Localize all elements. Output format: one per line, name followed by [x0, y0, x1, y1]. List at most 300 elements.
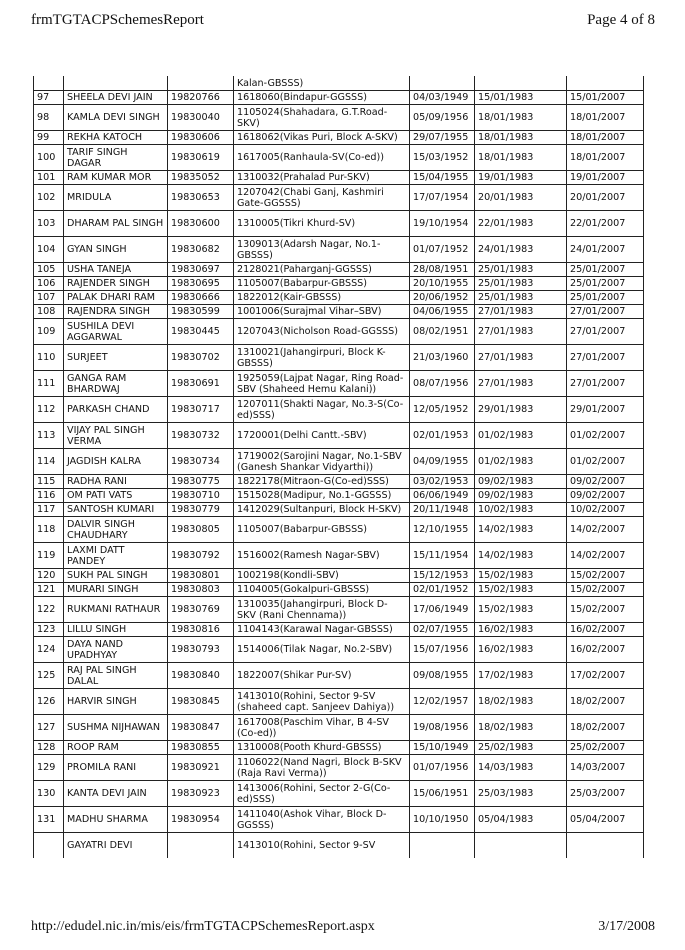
- cell-school: 1207011(Shakti Nagar, No.3-S(Co-ed)SSS): [234, 397, 410, 423]
- cell-acp-date: 05/04/2007: [567, 807, 644, 833]
- cell-acp-date: 14/03/2007: [567, 755, 644, 781]
- cell-acp-date: 27/01/2007: [567, 305, 644, 319]
- cell-acp-date: 17/02/2007: [567, 663, 644, 689]
- table-row: [34, 475, 644, 489]
- cell-name: HARVIR SINGH: [64, 689, 168, 715]
- cell-employee-id: 19830695: [168, 277, 234, 291]
- table-row: [34, 319, 644, 345]
- cell-doj: 27/01/1983: [475, 305, 567, 319]
- cell-school: 1618062(Vikas Puri, Block A-SKV): [234, 131, 410, 145]
- table-row: [34, 105, 644, 131]
- cell-employee-id: 19830691: [168, 371, 234, 397]
- cell-dob: 15/07/1956: [410, 637, 475, 663]
- cell-acp-date: 15/01/2007: [567, 91, 644, 105]
- cell-name: KAMLA DEVI SINGH: [64, 105, 168, 131]
- cell-acp-date: 27/01/2007: [567, 345, 644, 371]
- cell-school: 1822178(Mitraon-G(Co-ed)SSS): [234, 475, 410, 489]
- cell-school: 1720001(Delhi Cantt.-SBV): [234, 423, 410, 449]
- cell-name: DALVIR SINGH CHAUDHARY: [64, 517, 168, 543]
- cell-doj: 18/01/1983: [475, 145, 567, 171]
- table-row: [34, 345, 644, 371]
- cell-name: SUSHMA NIJHAWAN: [64, 715, 168, 741]
- cell-school: 1617008(Paschim Vihar, B 4-SV (Co-ed)): [234, 715, 410, 741]
- cell-name: PROMILA RANI: [64, 755, 168, 781]
- cell-doj: 29/01/1983: [475, 397, 567, 423]
- cell-sn: 118: [34, 517, 64, 543]
- cell-doj: 20/01/1983: [475, 185, 567, 211]
- report-title: frmTGTACPSchemesReport: [31, 12, 204, 28]
- cell-sn: 121: [34, 583, 64, 597]
- cell-employee-id: 19830816: [168, 623, 234, 637]
- cell-acp-date: 16/02/2007: [567, 623, 644, 637]
- table-row: [34, 781, 644, 807]
- cell-acp-date: 18/01/2007: [567, 131, 644, 145]
- cell-doj: 16/02/1983: [475, 637, 567, 663]
- table-row: [34, 583, 644, 597]
- cell-name: RADHA RANI: [64, 475, 168, 489]
- cell-dob: 12/05/1952: [410, 397, 475, 423]
- cell-doj: 10/02/1983: [475, 503, 567, 517]
- cell-school: 1411040(Ashok Vihar, Block D-GGSSS): [234, 807, 410, 833]
- cell-dob: [410, 833, 475, 859]
- cell-doj: 24/01/1983: [475, 237, 567, 263]
- cell-school: 1207042(Chabi Ganj, Kashmiri Gate-GGSSS): [234, 185, 410, 211]
- cell-dob: 03/02/1953: [410, 475, 475, 489]
- cell-name: GANGA RAM BHARDWAJ: [64, 371, 168, 397]
- cell-acp-date: 27/01/2007: [567, 319, 644, 345]
- cell-acp-date: 22/01/2007: [567, 211, 644, 237]
- table-row-continued: [34, 76, 644, 91]
- cell-doj: 16/02/1983: [475, 623, 567, 637]
- cell-dob: 01/07/1952: [410, 237, 475, 263]
- cell-sn: 99: [34, 131, 64, 145]
- cell-acp-date: 29/01/2007: [567, 397, 644, 423]
- table-row: [34, 597, 644, 623]
- cell-acp-date: 19/01/2007: [567, 171, 644, 185]
- cell-employee-id: 19830606: [168, 131, 234, 145]
- cell-name: RAM KUMAR MOR: [64, 171, 168, 185]
- cell-school: 1105024(Shahadara, G.T.Road-SKV): [234, 105, 410, 131]
- cell-employee-id: 19830734: [168, 449, 234, 475]
- cell-employee-id: [168, 76, 234, 91]
- cell-sn: 105: [34, 263, 64, 277]
- cell-sn: 104: [34, 237, 64, 263]
- cell-school: 1719002(Sarojini Nagar, No.1-SBV (Ganesh Shankar Vidyarthi)): [234, 449, 410, 475]
- cell-school: 1515028(Madipur, No.1-GGSSS): [234, 489, 410, 503]
- cell-employee-id: 19830040: [168, 105, 234, 131]
- table-row: [34, 237, 644, 263]
- cell-name: PALAK DHARI RAM: [64, 291, 168, 305]
- cell-dob: 17/07/1954: [410, 185, 475, 211]
- table-row: [34, 517, 644, 543]
- cell-dob: 04/06/1955: [410, 305, 475, 319]
- cell-doj: 17/02/1983: [475, 663, 567, 689]
- cell-sn: 107: [34, 291, 64, 305]
- cell-employee-id: 19830702: [168, 345, 234, 371]
- cell-name: JAGDISH KALRA: [64, 449, 168, 475]
- table-row: [34, 263, 644, 277]
- cell-acp-date: 18/01/2007: [567, 145, 644, 171]
- page-url: http://edudel.nic.in/mis/eis/frmTGTACPSchemesReport.aspx: [31, 919, 375, 934]
- cell-sn: 100: [34, 145, 64, 171]
- cell-name: SANTOSH KUMARI: [64, 503, 168, 517]
- table-row: [34, 277, 644, 291]
- cell-employee-id: 19830855: [168, 741, 234, 755]
- cell-doj: 14/02/1983: [475, 543, 567, 569]
- cell-dob: 20/10/1955: [410, 277, 475, 291]
- cell-name: ROOP RAM: [64, 741, 168, 755]
- cell-dob: 04/09/1955: [410, 449, 475, 475]
- cell-employee-id: 19830847: [168, 715, 234, 741]
- cell-doj: 18/01/1983: [475, 105, 567, 131]
- cell-dob: 02/01/1952: [410, 583, 475, 597]
- cell-acp-date: 01/02/2007: [567, 449, 644, 475]
- cell-dob: 29/07/1955: [410, 131, 475, 145]
- cell-doj: 25/01/1983: [475, 291, 567, 305]
- cell-employee-id: 19830793: [168, 637, 234, 663]
- cell-name: [64, 76, 168, 91]
- cell-dob: 19/10/1954: [410, 211, 475, 237]
- cell-sn: 127: [34, 715, 64, 741]
- cell-name: RAJENDRA SINGH: [64, 305, 168, 319]
- cell-sn: 125: [34, 663, 64, 689]
- cell-employee-id: 19830801: [168, 569, 234, 583]
- cell-employee-id: 19830792: [168, 543, 234, 569]
- cell-school: 1412029(Sultanpuri, Block H-SKV): [234, 503, 410, 517]
- cell-school: 1925059(Lajpat Nagar, Ring Road-SBV (Shaheed Hemu Kalani)): [234, 371, 410, 397]
- cell-employee-id: 19830840: [168, 663, 234, 689]
- cell-name: VIJAY PAL SINGH VERMA: [64, 423, 168, 449]
- table-row: [34, 689, 644, 715]
- cell-dob: 15/10/1949: [410, 741, 475, 755]
- cell-doj: 25/03/1983: [475, 781, 567, 807]
- cell-sn: 126: [34, 689, 64, 715]
- cell-name: DHARAM PAL SINGH: [64, 211, 168, 237]
- table-row: [34, 807, 644, 833]
- cell-school: 1617005(Ranhaula-SV(Co-ed)): [234, 145, 410, 171]
- cell-dob: 12/02/1957: [410, 689, 475, 715]
- cell-acp-date: 18/01/2007: [567, 105, 644, 131]
- table-row: [34, 131, 644, 145]
- cell-name: LILLU SINGH: [64, 623, 168, 637]
- cell-school: 1309013(Adarsh Nagar, No.1-GBSSS): [234, 237, 410, 263]
- cell-name: OM PATI VATS: [64, 489, 168, 503]
- table-row: [34, 145, 644, 171]
- table-row: [34, 715, 644, 741]
- cell-employee-id: 19830954: [168, 807, 234, 833]
- cell-doj: 27/01/1983: [475, 319, 567, 345]
- cell-sn: 120: [34, 569, 64, 583]
- cell-dob: 02/01/1953: [410, 423, 475, 449]
- table-row: [34, 185, 644, 211]
- cell-doj: 25/02/1983: [475, 741, 567, 755]
- cell-name: RUKMANI RATHAUR: [64, 597, 168, 623]
- cell-dob: 08/02/1951: [410, 319, 475, 345]
- cell-school: 1310032(Prahalad Pur-SKV): [234, 171, 410, 185]
- cell-name: DAYA NAND UPADHYAY: [64, 637, 168, 663]
- cell-dob: 12/10/1955: [410, 517, 475, 543]
- cell-sn: 123: [34, 623, 64, 637]
- cell-sn: 114: [34, 449, 64, 475]
- cell-doj: 18/02/1983: [475, 715, 567, 741]
- cell-acp-date: 25/01/2007: [567, 291, 644, 305]
- table-row: [34, 305, 644, 319]
- cell-school: 1104143(Karawal Nagar-GBSSS): [234, 623, 410, 637]
- cell-name: KANTA DEVI JAIN: [64, 781, 168, 807]
- cell-school: 1516002(Ramesh Nagar-SBV): [234, 543, 410, 569]
- cell-sn: 116: [34, 489, 64, 503]
- cell-name: PARKASH CHAND: [64, 397, 168, 423]
- cell-school: 1207043(Nicholson Road-GGSSS): [234, 319, 410, 345]
- cell-employee-id: 19830732: [168, 423, 234, 449]
- cell-sn: 97: [34, 91, 64, 105]
- cell-acp-date: 25/01/2007: [567, 263, 644, 277]
- cell-employee-id: [168, 833, 234, 859]
- table-row: [34, 623, 644, 637]
- cell-sn: [34, 833, 64, 859]
- cell-employee-id: 19830805: [168, 517, 234, 543]
- cell-school: 1413006(Rohini, Sector 2-G(Co-ed)SSS): [234, 781, 410, 807]
- cell-name: SHEELA DEVI JAIN: [64, 91, 168, 105]
- cell-name: TARIF SINGH DAGAR: [64, 145, 168, 171]
- cell-school: 1104005(Gokalpuri-GBSSS): [234, 583, 410, 597]
- cell-employee-id: 19830845: [168, 689, 234, 715]
- cell-acp-date: 15/02/2007: [567, 597, 644, 623]
- cell-name: GAYATRI DEVI: [64, 833, 168, 859]
- cell-dob: 01/07/1956: [410, 755, 475, 781]
- cell-sn: [34, 76, 64, 91]
- cell-acp-date: 20/01/2007: [567, 185, 644, 211]
- cell-doj: 15/02/1983: [475, 597, 567, 623]
- cell-doj: 01/02/1983: [475, 449, 567, 475]
- cell-school: 1002198(Kondli-SBV): [234, 569, 410, 583]
- cell-sn: 103: [34, 211, 64, 237]
- cell-employee-id: 19830779: [168, 503, 234, 517]
- cell-school: 1822012(Kair-GBSSS): [234, 291, 410, 305]
- cell-acp-date: 15/02/2007: [567, 583, 644, 597]
- table-row: [34, 637, 644, 663]
- cell-sn: 112: [34, 397, 64, 423]
- cell-sn: 101: [34, 171, 64, 185]
- cell-employee-id: 19830619: [168, 145, 234, 171]
- cell-acp-date: 18/02/2007: [567, 715, 644, 741]
- cell-sn: 128: [34, 741, 64, 755]
- cell-name: MADHU SHARMA: [64, 807, 168, 833]
- cell-employee-id: 19830775: [168, 475, 234, 489]
- cell-dob: 15/11/1954: [410, 543, 475, 569]
- cell-name: RAJ PAL SINGH DALAL: [64, 663, 168, 689]
- cell-doj: 14/02/1983: [475, 517, 567, 543]
- table-row: [34, 489, 644, 503]
- cell-doj: 15/02/1983: [475, 583, 567, 597]
- table-row: [34, 449, 644, 475]
- cell-acp-date: 09/02/2007: [567, 475, 644, 489]
- cell-dob: 20/06/1952: [410, 291, 475, 305]
- cell-name: LAXMI DATT PANDEY: [64, 543, 168, 569]
- cell-sn: 122: [34, 597, 64, 623]
- cell-name: REKHA KATOCH: [64, 131, 168, 145]
- cell-dob: 02/07/1955: [410, 623, 475, 637]
- cell-sn: 113: [34, 423, 64, 449]
- cell-employee-id: 19830921: [168, 755, 234, 781]
- acp-scheme-table: [33, 76, 644, 858]
- cell-acp-date: 09/02/2007: [567, 489, 644, 503]
- cell-employee-id: 19830445: [168, 319, 234, 345]
- cell-employee-id: 19830682: [168, 237, 234, 263]
- cell-sn: 106: [34, 277, 64, 291]
- cell-acp-date: 10/02/2007: [567, 503, 644, 517]
- cell-name: USHA TANEJA: [64, 263, 168, 277]
- cell-doj: 15/01/1983: [475, 91, 567, 105]
- cell-dob: 20/11/1948: [410, 503, 475, 517]
- cell-doj: 22/01/1983: [475, 211, 567, 237]
- cell-sn: 115: [34, 475, 64, 489]
- cell-doj: 27/01/1983: [475, 371, 567, 397]
- cell-sn: 131: [34, 807, 64, 833]
- cell-doj: 09/02/1983: [475, 475, 567, 489]
- cell-dob: 05/09/1956: [410, 105, 475, 131]
- cell-school: 1310021(Jahangirpuri, Block K-GBSSS): [234, 345, 410, 371]
- cell-doj: [475, 833, 567, 859]
- cell-employee-id: 19830599: [168, 305, 234, 319]
- cell-acp-date: 27/01/2007: [567, 371, 644, 397]
- cell-doj: 05/04/1983: [475, 807, 567, 833]
- cell-doj: 01/02/1983: [475, 423, 567, 449]
- page-number: Page 4 of 8: [587, 12, 655, 28]
- cell-acp-date: 14/02/2007: [567, 543, 644, 569]
- cell-doj: [475, 76, 567, 91]
- cell-doj: 27/01/1983: [475, 345, 567, 371]
- cell-school: 1001006(Surajmal Vihar–SBV): [234, 305, 410, 319]
- cell-dob: 04/03/1949: [410, 91, 475, 105]
- cell-dob: 17/06/1949: [410, 597, 475, 623]
- cell-acp-date: [567, 76, 644, 91]
- table-row: [34, 91, 644, 105]
- cell-acp-date: 16/02/2007: [567, 637, 644, 663]
- cell-dob: 19/08/1956: [410, 715, 475, 741]
- table-row: [34, 291, 644, 305]
- cell-name: GYAN SINGH: [64, 237, 168, 263]
- cell-doj: 25/01/1983: [475, 263, 567, 277]
- cell-sn: 102: [34, 185, 64, 211]
- cell-school: 1618060(Bindapur-GGSSS): [234, 91, 410, 105]
- table-row: [34, 171, 644, 185]
- cell-name: SUKH PAL SINGH: [64, 569, 168, 583]
- cell-school: 1105007(Babarpur-GBSSS): [234, 277, 410, 291]
- table-row: [34, 741, 644, 755]
- cell-school: 1413010(Rohini, Sector 9-SV (shaheed capt. Sanjeev Dahiya)): [234, 689, 410, 715]
- cell-school: 1310005(Tikri Khurd-SV): [234, 211, 410, 237]
- table-row: [34, 569, 644, 583]
- cell-employee-id: 19830803: [168, 583, 234, 597]
- cell-school: 1413010(Rohini, Sector 9-SV: [234, 833, 410, 859]
- table-row: [34, 663, 644, 689]
- cell-dob: 10/10/1950: [410, 807, 475, 833]
- cell-name: MURARI SINGH: [64, 583, 168, 597]
- cell-dob: [410, 76, 475, 91]
- cell-doj: 18/01/1983: [475, 131, 567, 145]
- cell-employee-id: 19830600: [168, 211, 234, 237]
- cell-doj: 14/03/1983: [475, 755, 567, 781]
- cell-doj: 18/02/1983: [475, 689, 567, 715]
- cell-name: SURJEET: [64, 345, 168, 371]
- cell-school: 1106022(Nand Nagri, Block B-SKV (Raja Ravi Verma)): [234, 755, 410, 781]
- cell-sn: 110: [34, 345, 64, 371]
- cell-acp-date: 14/02/2007: [567, 517, 644, 543]
- table-row-partial: [34, 833, 644, 859]
- cell-school: Kalan-GBSSS): [234, 76, 410, 91]
- cell-acp-date: 18/02/2007: [567, 689, 644, 715]
- table-row: [34, 543, 644, 569]
- cell-school: 1310008(Pooth Khurd-GBSSS): [234, 741, 410, 755]
- cell-dob: 15/03/1952: [410, 145, 475, 171]
- cell-school: 2128021(Paharganj-GGSSS): [234, 263, 410, 277]
- cell-employee-id: 19820766: [168, 91, 234, 105]
- cell-school: 1310035(Jahangirpuri, Block D-SKV (Rani Chennama)): [234, 597, 410, 623]
- cell-employee-id: 19830666: [168, 291, 234, 305]
- cell-acp-date: [567, 833, 644, 859]
- cell-doj: 09/02/1983: [475, 489, 567, 503]
- cell-sn: 124: [34, 637, 64, 663]
- cell-sn: 129: [34, 755, 64, 781]
- cell-sn: 130: [34, 781, 64, 807]
- cell-name: RAJENDER SINGH: [64, 277, 168, 291]
- cell-dob: 06/06/1949: [410, 489, 475, 503]
- cell-employee-id: 19830697: [168, 263, 234, 277]
- cell-dob: 15/12/1953: [410, 569, 475, 583]
- table-row: [34, 755, 644, 781]
- print-date: 3/17/2008: [598, 919, 655, 934]
- table-row: [34, 423, 644, 449]
- cell-sn: 98: [34, 105, 64, 131]
- cell-dob: 15/04/1955: [410, 171, 475, 185]
- cell-employee-id: 19835052: [168, 171, 234, 185]
- cell-sn: 119: [34, 543, 64, 569]
- cell-acp-date: 25/03/2007: [567, 781, 644, 807]
- cell-acp-date: 01/02/2007: [567, 423, 644, 449]
- cell-dob: 21/03/1960: [410, 345, 475, 371]
- cell-employee-id: 19830710: [168, 489, 234, 503]
- table-row: [34, 503, 644, 517]
- cell-doj: 19/01/1983: [475, 171, 567, 185]
- cell-name: MRIDULA: [64, 185, 168, 211]
- cell-employee-id: 19830923: [168, 781, 234, 807]
- cell-employee-id: 19830653: [168, 185, 234, 211]
- cell-employee-id: 19830717: [168, 397, 234, 423]
- cell-school: 1514006(Tilak Nagar, No.2-SBV): [234, 637, 410, 663]
- cell-acp-date: 25/02/2007: [567, 741, 644, 755]
- cell-doj: 15/02/1983: [475, 569, 567, 583]
- cell-acp-date: 15/02/2007: [567, 569, 644, 583]
- cell-sn: 108: [34, 305, 64, 319]
- cell-school: 1822007(Shikar Pur-SV): [234, 663, 410, 689]
- table-row: [34, 371, 644, 397]
- cell-acp-date: 24/01/2007: [567, 237, 644, 263]
- cell-dob: 08/07/1956: [410, 371, 475, 397]
- cell-dob: 28/08/1951: [410, 263, 475, 277]
- cell-acp-date: 25/01/2007: [567, 277, 644, 291]
- table-row: [34, 211, 644, 237]
- cell-doj: 25/01/1983: [475, 277, 567, 291]
- cell-dob: 15/06/1951: [410, 781, 475, 807]
- cell-sn: 117: [34, 503, 64, 517]
- cell-dob: 09/08/1955: [410, 663, 475, 689]
- cell-sn: 111: [34, 371, 64, 397]
- table-row: [34, 397, 644, 423]
- cell-employee-id: 19830769: [168, 597, 234, 623]
- cell-name: SUSHILA DEVI AGGARWAL: [64, 319, 168, 345]
- cell-sn: 109: [34, 319, 64, 345]
